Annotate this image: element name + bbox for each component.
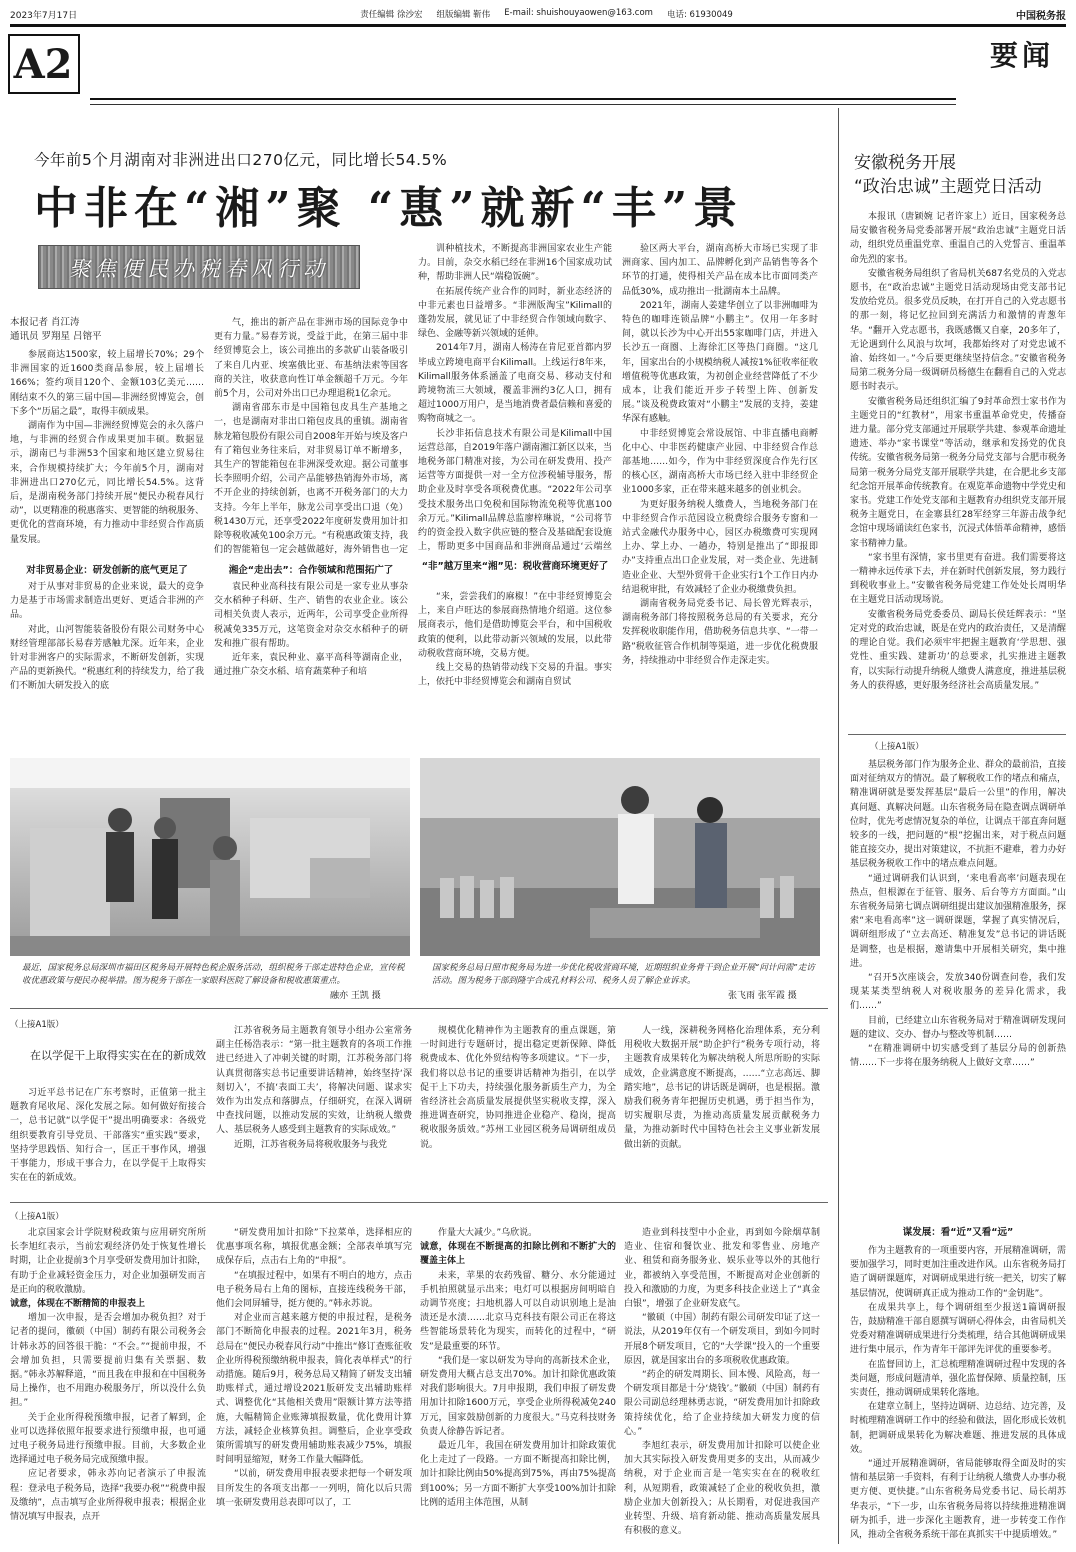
lead-subhead-2: 湘企“走出去”：合作领域和范围拓广了 [228,565,394,576]
lead-kicker: 今年前5个月湖南对非洲进出口270亿元，同比增长54.5% [34,151,448,169]
paragraph: 气，推出的新产品在非洲市场的国际竞争中更有力量。”易春芳说，受益于此，在第三届中非经贸博览会上，该公司推出的多款矿山装备吸引了来自几内亚、埃塞俄比亚、布基纳法索等国客商的关注，收获意向性订单金额超千万元。今年前5个月，公司对外出口已办理退税1亿余元。 [214,318,408,400]
paragraph: 线上交易的热销带动线下交易的升温。事实上，依托中非经贸博览会和湖南自贸试 [418,663,612,688]
lead-column-1b [10,580,204,730]
paragraph: 作量大大减少。”乌欣说。 [438,1228,538,1238]
bottom-column-3 [420,1226,616,1544]
paragraph: 为更好服务纳税人缴费人，当地税务部门在中非经贸合作示范园设立税费综合服务专窗和一站式金融代办服务中心，园区办税缴费可实现网上办、掌上办、一趟办，特别是推出了“即报即办”支持重点出口企业发展，对一类企业、先进制造业企业、大型外贸骨干企业实行1个工作日内办结退税审批，有效减轻了企业办税缴费负担。 [622,499,818,595]
paragraph: “来，尝尝我们的麻椒！”在中非经贸博览会上，来自卢旺达的参展商热情地介绍道。这位参展商表示，他们是借助博览会平台，和中国税收政策的便利，以此带动新兴领域的发展，以此带动税收营商环境，交易方便。 [418,592,612,659]
paragraph: 本报讯（唐颖婉 记者许家上）近日，国家税务总局安徽省税务局党委部署开展“政治忠诚”主题党日活动，组织党员重温党章、重温自己的入党誓言、重温革命先烈的家书。 [850,212,1066,265]
paragraph: “徽硕（中国）制药有限公司研发印证了这一说法，从2019年仅有一个研发项目，到如今同时开展8个研发项目，它的“大学课”投入的一个重要原因，就是国家出台的多项税收优惠政策。 [624,1313,820,1366]
paragraph: 袁民种业高科技有限公司是一家专业从事杂交水稻种子科研、生产、销售的农业企业。该公司相关负责人表示，近两年，公司享受企业所得税减免335万元，这笔资金对杂交水稻种子的研发和推广很有帮助。 [214,582,408,649]
sidebar-title-line2: “政治忠诚”主题党日活动 [854,177,1042,197]
editor-credit: 责任编辑 徐沙宏 [360,10,423,20]
paper-name: 中国税务报 [1016,10,1066,22]
campaign-banner-text: 聚焦便民办税春风行动 [69,257,329,281]
issue-date: 2023年7月17日 [10,10,78,21]
campaign-banner [38,245,360,289]
paragraph: 湖南作为中国—非洲经贸博览会的永久落户地，与非洲的经贸合作成果更加丰硕。数据显示，湖南已与非洲53个国家和地区建立贸易往来，合作规模持续扩大；今年前5个月，湖南对非洲进出口270亿元，同比增长54.5%。这背后，是湖南税务部门持续开展“便民办税春风行动”，以更精准的税惠落实、更智能的纳税服务、更优化的营商环境，有力推动中非经贸合作高质量发展。 [10,421,204,545]
lead-column-3 [418,242,612,552]
paragraph: 湖南省邵东市是中国箱包皮具生产基地之一，也是湖南对非出口箱包皮具的重镇。湖南省脉龙箱包股份有限公司自2008年开始与埃及客户有了箱包业务往来后，对非贸易订单不断增多，其生产的智能箱包在非洲深受欢迎。据公司董事长李照明介绍，公司产品能够热销海外市场，离不开企业的持续创新，也离不开税务部门的大力支持。今年上半年，脉龙公司享受出口退（免）税1430万元，还享受2022年度研发费用加计扣除等税收减免100余万元。“有税惠政策支持，我们的智能箱包一定会越做越好，海外销售也一定 [214,403,408,556]
paragraph: 北京国家会计学院财税政策与应用研究所所长李旭红表示，当前宏观经济仍处于恢复性增长时期，让企业提前3个月享受研发费用加计扣除，有助于企业减轻资金压力，对企业加强研发而言是正向的税收激励。 [10,1228,206,1295]
mid-column-2 [216,1024,412,1196]
mid-column-3 [420,1024,616,1196]
paragraph: “通过调研我们认识到，‘来电看高率’问题表现在热点，但根源在于征管、服务、后台等方方面面。”山东省税务局第七调点调研组提出建议加强精准服务，探索“来电看高率”这一调研课题，掌握了真实情况后，调研组形成了“立去高还、精准复发”总书记的讲话既是调整，也是根据，邀请集中开展相关研究，集中推进。 [850,873,1066,969]
masthead-contacts [360,8,733,20]
photo-eye-clinic [10,758,410,956]
paragraph: 人一线，深耕税务网格化治理体系，充分利用税收大数据开展“助企护行”税务专项行动，将主题教育成果转化为解决纳税人所思所盼的实际成效，企业满意度不断提高，……“立志高远、脚踏实地”，总书记的讲话既是调研，也是根据。激励我们税务青年把握历史机遇，勇于担当作为，切实履职尽责，为推动高质量发展贡献税务力量，为推动新时代中国特色社会主义事业新发展做出新的贡献。 [624,1026,820,1150]
paragraph: 作为主题教育的一项重要内容，开展精准调研，需要加强学习，同时更加注重改进作风。山东省税务局打造了调研课题库，对调研成果进行统一把关，切实了解基层情况，使调研真正成为推动工作的“金钥匙”。 [850,1246,1066,1299]
paragraph: 造业到科技型中小企业，再到如今除烟草制造业、住宿和餐饮业、批发和零售业、房地产业、租赁和商务服务业、娱乐业等以外的其他行业，都被纳入享受范围，不断提高对企业创新的投入和激励的力度，为更多科技企业送上了“真金白银”，增强了企业研发底气。 [624,1228,820,1310]
paragraph: “以前，研发费用申报表要求把每一个研发项目所发生的各项支出都一一列明，简化以后只需填一张研发费用总表即可以了，工 [216,1469,412,1508]
sidebar-body-2 [850,758,1066,1218]
paragraph-subhead: 诚意，体现在不断提高的扣除比例和不断扩大的覆盖主体上 [420,1242,616,1267]
paragraph: 2021年，湖南人姜建华创立了以非洲咖啡为特色的咖啡连锁品牌“小鹏主”。仅用一年多时间，就以长沙为中心开出55家咖啡门店，并进入长沙五一商圈、上海徐汇区等热门商圈。“这几年，国家出台的小规模纳税人减按1%征收率征收增值税等优惠政策，为初创企业经营降低了不少成本，让我们能近开步子转型上阵、创新发展。”谈及税费政策对“小鹏主”发展的支持，姜建华深有感触。 [622,300,818,425]
paragraph: 未来，苹果的农药残留、糖分、水分能通过手机拍照就显示出来；电灯可以根据房间明暗自动调节亮度；扫地机器人可以自动识别地上是油渍还是水渍……北京马克科技有限公司正在将这些智能场景转化为现实，而转化的过程中，“研发”是最重要的环节。 [420,1270,616,1352]
paragraph: 近年来，袁民种业、嘉平高科等湖南企业，通过推广杂交水稻、培育蔬菜种子和培 [214,653,408,678]
sidebar-continued-tag: （上接A1版） [870,742,924,752]
page-number: A2 [13,41,73,88]
sidebar-rule [848,734,1066,735]
paragraph: 规模优化精神作为主题教育的重点课题，第一时间进行专题研讨，提出稳定更新保障、降低税费成本、优化外贸结构等多项建议。“下一步，我们将以总书记的重要讲话精神为指引，在以学促干上下功夫，持续强化服务新质生产力，为全省经济社会高质量发展提供坚实税收支撑，深入推进调查研究，协同推进企业稳产、稳岗，提高税收服务质效。”苏州工业园区税务局调研组成员说。 [420,1026,616,1150]
email-contact: E-mail: shuishouyaowen@163.com [504,8,653,18]
paragraph: 在建章立制上，坚持边调研、边总结、边完善，及时梳理精准调研工作中的经验和做法，固化形成长效机制，把调研成果转化为解决难题、推进发展的具体成效。 [850,1402,1066,1455]
byline-correspondents: 通讯员 罗翔星 吕镕平 [10,331,102,342]
paragraph: “药企的研发周期长、回本慢、风险高，每一个研发项目都是十分‘烧钱’。”徽硕（中国）制药有限公司副总经理林勇志说，“研发费用加计扣除政策持续优化，给了企业持续加大研发力度的信心。” [624,1370,820,1437]
phone-contact: 电话: 61930049 [666,10,733,20]
paragraph: 安徽省税务局党委委员、副局长侯廷辉表示：“坚定对党的政治忠诚，既是在党内的政治责任，又是清醒的理论自觉。我们必须牢牢把握主题教育‘学思想、强党性、重实践、建新功’的总要求，扎实推进主题教育，以实际行动提升纳税人缴费人满意度，推进基层税务人的获得感，更好服务经济社会高质量发展。” [850,609,1066,691]
paragraph: “家书里有深情，家书里更有奋进。我们需要将这一精神永远传承下去，并在新时代创新发展，努力践行到税收事业上。”安徽省税务局党建工作处处长周明华在主题党日活动现场说。 [850,552,1066,606]
paragraph: 近期，江苏省税务局将税收服务与我党 [234,1139,388,1150]
paragraph: “研发费用加计扣除”下拉菜单，选择相应的优惠事项名称，填报优惠金额；全部表单填写完成保存后，点击右上角的“申报”。 [216,1228,412,1267]
paragraph: 训种植技术，不断提高非洲国家农业生产能力。目前，杂交水稻已经在非洲16个国家成功试种，帮助非洲人民“端稳饭碗”。 [418,244,612,283]
lead-subhead-1: 对非贸易企业：研发创新的底气更足了 [26,565,188,576]
designer-credit: 组版编辑 靳伟 [436,10,491,20]
paragraph: 对企业而言越来越方便的申报过程，是税务部门不断简化申报表的过程。2021年3月，税务总局在“便民办税春风行动”中推出“修订查账征收企业所得税预缴纳税申报表，简化表单样式”的行动措施。随后9月，税务总局又精简了研发支出辅助账样式，通过增设2021版研发支出辅助账样式、调整优化“其他相关费用”限额计算方法等措施，大幅精简企业账簿填报数量，优化费用计算方法，减轻企业核算负担。调整后，企业享受政策所需填写的研发费用辅助账表减少75%，填报时间明显缩短，财务工作量大幅降低。 [216,1313,412,1466]
lead-column-1 [10,348,204,558]
mid-column-4 [624,1024,820,1196]
mid-subtitle: 在以学促干上取得实实在在的新成效 [30,1049,206,1062]
lead-subhead-3: “非”越万里来“湘”见：税收营商环境更好了 [421,561,609,572]
paragraph: 参展商达1500家，较上届增长70%；29个非洲国家的近1600类商品参展，较上届增长166%；签约项目120个、金额103亿美元……刚结束不久的第三届中国—非洲经贸博览会，创下多个“历届之最”，取得丰硕成果。 [10,350,204,417]
byline-reporter: 本报记者 肖江涛 [10,317,80,328]
paragraph: “在精准调研中切实感受到了基层分局的创新热情……下一步将在服务纳税人上做好文章……” [850,1044,1066,1069]
sidebar-body-3 [850,1244,1066,1544]
lead-column-2b [214,580,408,730]
continued-tag-bottom: （上接A1版） [10,1212,64,1222]
photo-credit-2: 张飞雨 张军霞 摄 [728,991,797,1001]
paragraph: 验区两大平台，湖南高桥大市场已实现了非洲商家、国内加工、品牌孵化到产品销售等各个环节的打通，使得相关产品在成本比市面同类产品低30%，成功推出一批湖南本土品牌。 [622,244,818,297]
lead-byline [10,316,200,344]
section-rule-mid [10,1008,828,1009]
paragraph: 对于从事对非贸易的企业来说，最大的竞争力是基于市场需求制造出更好、更适合非洲的产品。 [10,582,204,621]
paragraph: 中非经贸博览会常设展馆、中非直播电商孵化中心、中非医药健康产业园、中非经贸合作总部基地……如今，作为中非经贸深度合作先行区的核心区，湖南高桥大市场已经入驻中非经贸企业1000多家，正在带来越来越多的创业机会。 [622,428,818,496]
paragraph: 安徽省税务局还组织汇编了9封革命烈士家书作为主题党日的“红教材”，用家书重温革命党史，传播奋进力量。部分党支部通过开展联学共建、参观革命遗址遗迹、举办“家书课堂”等活动，继承和发扬党的优良传统。安徽省税务局第一税务分局党支部与合肥市税务局第一税务分局党支部开展联学共建，在合肥北乡支部纪念馆开展革命传统教育。在观览革命遗物中学党史和家书。党建工作处党支部和主题教育办组织党支部开展税务主题党日，在金寨县红28军经穿三年游击战争纪念馆中现场诵读红色家书，沉浸式体悟革命精神，感悟家书精神力量。 [850,396,1066,549]
sidebar-title-line1: 安徽税务开展 [854,153,956,173]
lead-headline: 中非在“湘”聚 “惠”就新“丰”景 [34,183,744,234]
paragraph: “召开5次座谈会，发放340份调查问卷，我们发现某某类型纳税人对税收服务的差异化需求，我们……” [850,973,1066,1012]
paragraph: 湖南省税务局党委书记、局长曾光辉表示，湖南税务部门将按照税务总局的有关要求，充分发挥税收职能作用，借助税务信息共享、“一带一路”税收征管合作机制等渠道，进一步优化税费服务，持续推动中非经贸合作走深走实。 [622,599,818,666]
sidebar-body [850,210,1066,732]
paragraph: 对此，山河智能装备股份有限公司财务中心财经管理部部长易春芳感触尤深。近年来，企业针对非洲客户的实际需求，不断研发创新，实现产品的更新换代。“税惠红利的持续发力，给了我们不断加大研发投入的底 [10,624,204,692]
paragraph: 李旭红表示，研发费用加计扣除可以使企业加大其实际投入研发费用更多的支出，从而减少纳税，对于企业而言是一笔实实在在的税收红利，从短期看，政策减轻了企业的税收负担，激励企业加大创新投入；从长期看，对促进我国产业转型、升级、培育新动能、推动高质量发展具有积极的意义。 [624,1441,820,1537]
header-rule [90,98,956,100]
bottom-column-1 [10,1226,206,1544]
paragraph: 习近平总书记在广东考察时，正值第一批主题教育尾收尾、深化发展之际。如何做好衔接合一，总书记就“以学促干”提出明确要求：各级党组织要教育引导党员、干部落实“重实践”要求，坚持学思践悟、知行合一，匡正干事作风，增强干事能力，形成干事合力，在以学促干上取得实实在在的新成效。 [10,1088,206,1184]
sidebar-divider [838,108,839,1544]
sidebar-subhead: 谋发展：看“近”又看“远” [902,1227,1014,1238]
paragraph: 安徽省税务局组织了省局机关687名党员的入党志愿书，在“政治忠诚”主题党日活动现场由党支部书记发放给党员。很多党员反映，在打开自己的入党志愿书的那一刻，将记忆拉回到充满活力和激情的青葱年华。“翻开入党志愿书，我既感慨又自豪，20多年了，无论遇到什么风浪与坎坷，我都始终对了对党忠诚不渝、始终如一。”今后要更继续坚持信念。”安徽省税务局第二税务分局一级调研员杨德生在翻看自己的入党志愿书时表示。 [850,268,1066,393]
paragraph: 基层税务部门作为服务企业、群众的最前沿，直接面对征纳双方的情况。最了解税收工作的堵点和痛点，精准调研就是要发挥基层“最后一公里”的作用，解决真问题、真解决问题。山东省税务局在隐查调点调研单位时，优先考虑情况复杂的单位，让调点干部直奔问题较多的一线，把问题的“根”挖掘出来，对于税点问题能直接交办，提出对策建议，不抗拒不避难，着力办好基层税务税收工作中的堵点难点问题。 [850,760,1066,870]
paragraph: 应记者要求，韩永苏向记者演示了申报流程：登录电子税务局，选择“我要办税”“税费申报及缴纳”，点击填写企业所得税申报表；根据企业情况填写申报表，点开 [10,1469,206,1523]
continued-tag-mid: （上接A1版） [10,1020,64,1030]
photo-credit-1: 融亦 王凯 摄 [330,991,381,1001]
mid-column-1 [10,1086,206,1196]
paragraph: 江苏省税务局主题教育领导小组办公室常务副主任杨浩表示：“第一批主题教育的各项工作推进已经进入了冲刺关键的时期，江苏税务部门将认真贯彻落实总书记重要讲话精神，始终坚持‘深刻切入’，不搞‘表面工夫’，将解决问题、谋求实效作为出发点和落脚点，仔细研究，在深入调研中查找问题，以推动发展的实效，让纳税人缴费人、基层税务人感受到主题教育的实际成效。” [216,1026,412,1136]
section-title: 要闻 [989,39,1054,72]
bottom-column-2 [216,1226,412,1544]
photo-caption-1: 最近，国家税务总局深圳市福田区税务局开展特色税企服务活动，组织税务干部走进特色企业，宣传税收优惠政策与便民办税举措。图为税务干部在一家眼科医院了解设备和税收惠策重点。 [22,963,405,986]
paragraph: 目前，已经建立山东省税务局对于精准调研发现问题的建议、交办、督办与整改等机制…… [850,1015,1066,1040]
header-rule-thin [90,104,956,105]
lead-column-3b [418,590,612,730]
lead-column-2 [214,316,408,556]
paragraph: 长沙非拓信息技术有限公司是Kilimall中国运营总部，自2019年落户湖南湘江新区以来，当地税务部门精准对接，为公司在研发费用、投产运营等方面提供一对一全方位涉税辅导服务，帮助企业及时享受各项税费优惠。“2022年公司享受技术服务出口免税和国际物流免税等优惠100余万元。”Kilimall品牌总监廖梓琳说，“公司将节约的资金投入数字供应链的整合及基础配套设施上，帮助更多中国商品和非洲商品通过‘云端丝 [418,428,612,552]
bottom-column-4 [624,1226,820,1544]
paragraph: “我们是一家以研发为导向的高新技术企业，研发费用大概占总支出70%。加计扣除优惠政策对我们影响很大。7月申报期，我们申报了研发费用加计扣除1600万元，享受企业所得税减免240万元，国家鼓励创新的力度很大。”马克科技财务负责人徐静告诉记者。 [420,1355,616,1437]
photo-caption-2: 国家税务总局日照市税务局为进一步优化税收营商环境，近期组织业务骨干到企业开展“问计问需”走访活动。图为税务干部到隆宇合成孔材料公司、税务人员了解企业诉求。 [432,963,815,986]
paragraph: 在监督回访上，汇总梳理精准调研过程中发现的各类问题，形成问题清单，强化监督保障、质量控制，压实责任，推动调研成果转化落地。 [850,1359,1066,1399]
paragraph-subhead: 诚意，体现在不断精简的申报表上 [10,1299,146,1310]
paragraph: 2014年7月，湖南人杨涛在肯尼亚首都内罗毕成立跨境电商平台Kilimall。上线运行8年来，Kilimall服务体系涵盖了电商交易、移动支付和跨境物流三大领域，覆盖非洲约3亿人口，拥有超过1000万用户，是当地消费者最信赖和喜爱的购物商城之一。 [418,343,612,425]
paragraph: “通过开展精准调研，省局能够取得全面及时的实情和基层第一手资料，有利于让纳税人缴费人办事办税更方便、更快捷。”山东省税务局党委书记、局长胡苏华表示，“下一步，山东省税务局将以持续推进精准调研为抓手，进一步深化主题教育，进一步转变工作作风，推动全省税务系统干部在真抓实干中提质增效。” [850,1459,1066,1541]
paragraph: 关于企业所得税预缴申报，记者了解到，企业可以选择依照年报要求进行预缴申报，也可通过电子税务局进行预缴申报。目前，大多数企业选择通过电子税务局完成预缴申报。 [10,1412,206,1466]
section-rule-bottom [10,1202,828,1203]
paragraph: 在拓展传统产业合作的同时，新业态经济的中非元素也日益增多。“非洲版淘宝”Kilimall的蓬勃发展，就见证了中非经贸合作领域向数字、绿色、金融等新兴领域的延伸。 [418,286,612,340]
photo-factory-visit [420,758,820,956]
paragraph: “在填报过程中，如果有不明白的地方，点击电子税务局右上角的图标，直接连线税务干部，他们会同屏辅导，挺方便的。”韩永苏说。 [216,1270,412,1310]
lead-column-4 [622,242,818,730]
masthead-rule [10,24,1066,27]
masthead-bar [10,6,1066,22]
paragraph: 增加一次申报，是否会增加办税负担？对于记者的提问，徽硕（中国）制药有限公司税务会计韩永苏的回答很干脆：“不会。”“提前申报，不会增加负担，只需要提前归集有关票据、数据。”韩永苏解释道，“而且我在申报和在中国税务局上操作，也不用跑办税服务厅，所以没什么负担。” [10,1313,206,1409]
paragraph: 最近几年，我国在研发费用加计扣除政策优化上走过了一段路。一方面不断提高扣除比例，加计扣除比例由50%提高到75%，再由75%提高到100%；另一方面不断扩大享受100%加计扣除比例的适用主体范围，从制 [420,1441,616,1508]
paragraph: 在成果共享上，每个调研组至少报送1篇调研报告，鼓励精准干部自愿撰写调研心得体会，由省局机关党委对精准调研成果进行分类梳理，结合其他调研成果进行集中展示，作为青年干部评先评优的重要参考。 [850,1302,1066,1356]
